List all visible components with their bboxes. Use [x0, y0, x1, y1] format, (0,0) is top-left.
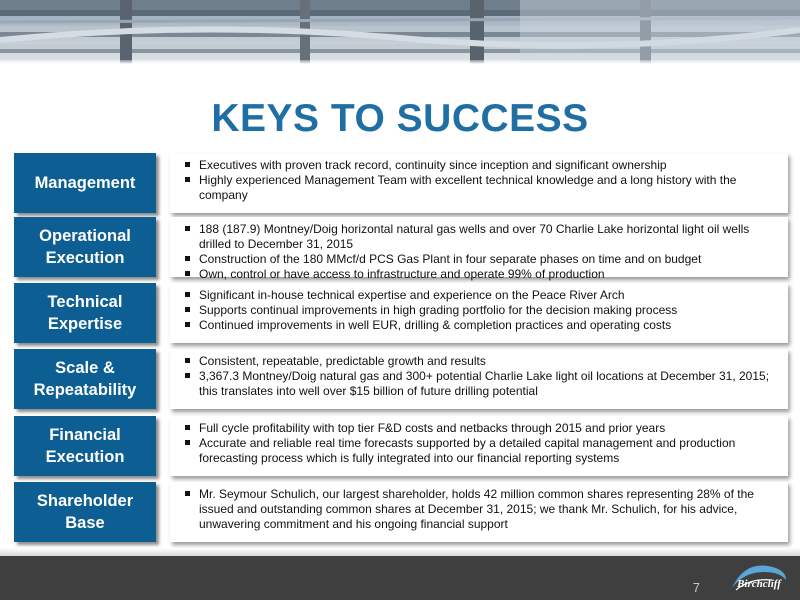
bullet-item: Executives with proven track record, continuity since inception and significant ownership — [184, 158, 778, 173]
row-operational-execution — [14, 217, 790, 281]
slide-title: KEYS TO SUCCESS — [211, 97, 589, 140]
footer-divider — [0, 548, 800, 556]
bullet-item: Continued improvements in well EUR, drilling & completion practices and operating costs — [184, 318, 778, 333]
row-content — [170, 283, 788, 343]
row-label: Technical Expertise — [14, 283, 156, 343]
svg-text:Birchcliff: Birchcliff — [737, 578, 781, 590]
bullet-item: 188 (187.9) Montney/Doig horizontal natural gas wells and over 70 Charlie Lake horizontal light oil wells drilled to December 31, 2015 — [184, 222, 778, 252]
bullet-item: Own, control or have access to infrastructure and operate 99% of production — [184, 267, 778, 282]
row-content — [170, 217, 788, 281]
row-label: Shareholder Base — [14, 482, 156, 542]
row-label: Financial Execution — [14, 416, 156, 476]
bullet-item: 3,367.3 Montney/Doig natural gas and 300+ potential Charlie Lake light oil locations at December 31, 2015; this translates into well over $15 billion of future drilling potential — [184, 369, 778, 399]
bullet-item: Accurate and reliable real time forecasts supported by a detailed capital management and production forecasting process which is fully integrated into our financial reporting systems — [184, 436, 778, 466]
row-scale-repeatability — [14, 349, 790, 409]
header-photo-banner — [0, 0, 800, 64]
row-technical-expertise — [14, 283, 790, 343]
page-number: 7 — [692, 580, 700, 595]
row-content — [170, 416, 788, 476]
bullet-item: Full cycle profitability with top tier F&D costs and netbacks through 2015 and prior years — [184, 421, 778, 436]
row-content — [170, 482, 788, 542]
footer-bar — [0, 556, 800, 600]
row-management — [14, 153, 790, 213]
bullet-item: Construction of the 180 MMcf/d PCS Gas Plant in four separate phases on time and on budget — [184, 252, 778, 267]
bullet-item: Significant in-house technical expertise and experience on the Peace River Arch — [184, 288, 778, 303]
row-label: Operational Execution — [14, 217, 156, 277]
birchcliff-logo — [728, 560, 790, 596]
row-label: Scale & Repeatability — [14, 349, 156, 409]
row-content — [170, 153, 788, 213]
pipeline-photo — [0, 0, 800, 64]
bullet-item: Consistent, repeatable, predictable growth and results — [184, 354, 778, 369]
row-shareholder-base — [14, 482, 790, 542]
bullet-item: Highly experienced Management Team with excellent technical knowledge and a long history with the company — [184, 173, 778, 203]
row-label: Management — [14, 153, 156, 213]
row-content — [170, 349, 788, 409]
row-financial-execution — [14, 416, 790, 476]
bullet-item: Mr. Seymour Schulich, our largest shareholder, holds 42 million common shares representing 28% of the issued and outstanding common shares at December 31, 2015; we thank Mr. Schulich, for his advice, unwavering commitment and his ongoing financial support — [184, 487, 778, 532]
bullet-item: Supports continual improvements in high grading portfolio for the decision making process — [184, 303, 778, 318]
